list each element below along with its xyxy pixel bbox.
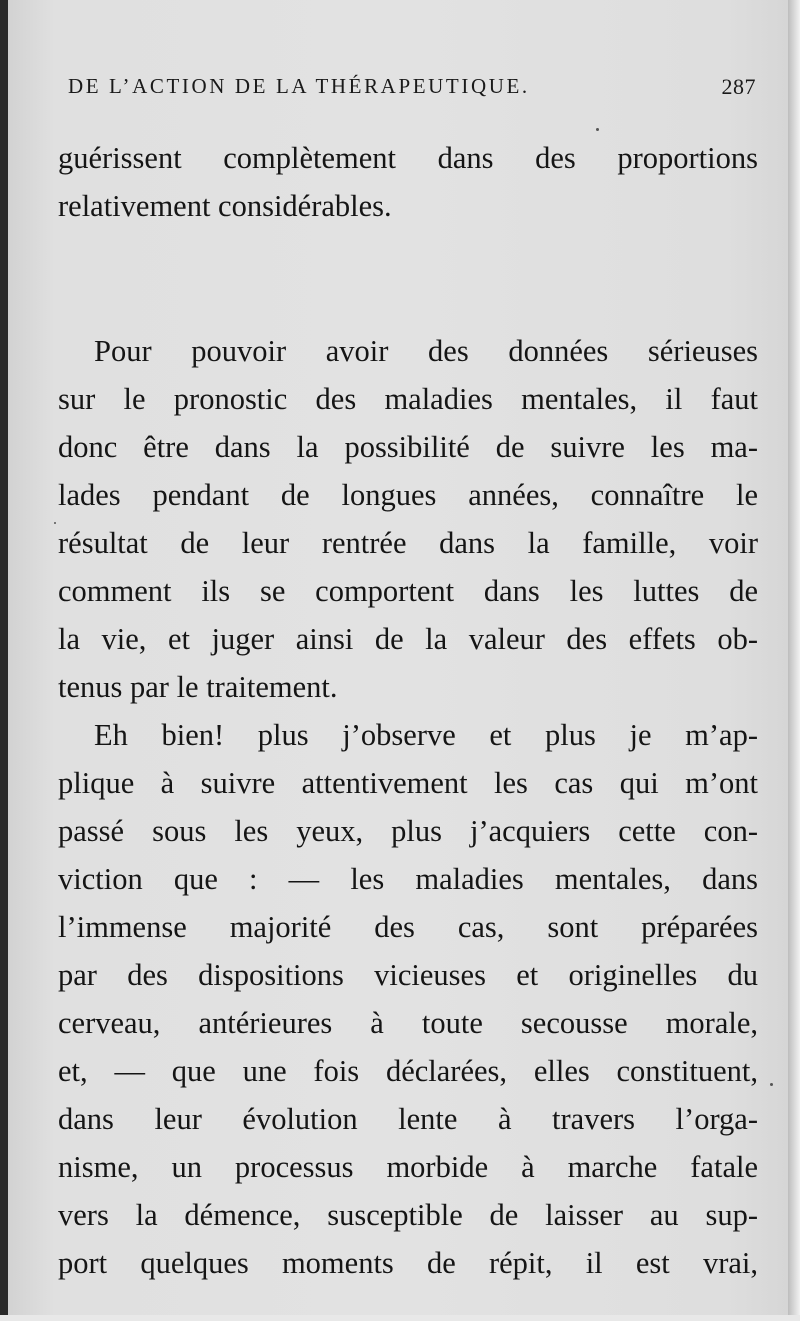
running-head-title: DE L’ACTION DE LA THÉRAPEUTIQUE. <box>68 74 530 98</box>
text-line: par des dispositions vicieuses et originelles du <box>58 958 758 992</box>
print-speck <box>770 1083 773 1086</box>
running-head <box>68 70 760 106</box>
page-edge <box>788 0 800 1321</box>
text-line: guérissent complètement dans des proportions <box>58 141 758 175</box>
text-line: nisme, un processus morbide à marche fatale <box>58 1150 758 1184</box>
text-line: passé sous les yeux, plus j’acquiers cette con- <box>58 814 758 848</box>
page-edge <box>0 1315 800 1321</box>
text-line: cerveau, antérieures à toute secousse morale, <box>58 1006 758 1040</box>
text-line: sur le pronostic des maladies mentales, il faut <box>58 382 758 416</box>
text-line: viction que : — les maladies mentales, dans <box>58 862 758 896</box>
text-line: port quelques moments de répit, il est vrai, <box>58 1246 758 1280</box>
book-page <box>8 0 788 1316</box>
text-line: tenus par le traitement. <box>58 670 338 704</box>
text-line: lades pendant de longues années, connaître le <box>58 478 758 512</box>
text-line: la vie, et juger ainsi de la valeur des effets ob- <box>58 622 758 656</box>
print-speck <box>596 128 599 131</box>
text-line: vers la démence, susceptible de laisser au sup- <box>58 1198 758 1232</box>
text-line: Eh bien! plus j’observe et plus je m’ap- <box>94 718 758 752</box>
text-line: et, — que une fois déclarées, elles constituent, <box>58 1054 758 1088</box>
text-line: dans leur évolution lente à travers l’orga- <box>58 1102 758 1136</box>
text-line: plique à suivre attentivement les cas qui m’ont <box>58 766 758 800</box>
text-line: Pour pouvoir avoir des données sérieuses <box>94 334 758 368</box>
text-line: relativement considérables. <box>58 189 392 223</box>
print-speck <box>54 522 56 524</box>
text-line: résultat de leur rentrée dans la famille, voir <box>58 526 758 560</box>
page-number: 287 <box>721 74 756 99</box>
text-line: donc être dans la possibilité de suivre les ma- <box>58 430 758 464</box>
text-line: comment ils se comportent dans les luttes de <box>58 574 758 608</box>
text-line: l’immense majorité des cas, sont préparées <box>58 910 758 944</box>
